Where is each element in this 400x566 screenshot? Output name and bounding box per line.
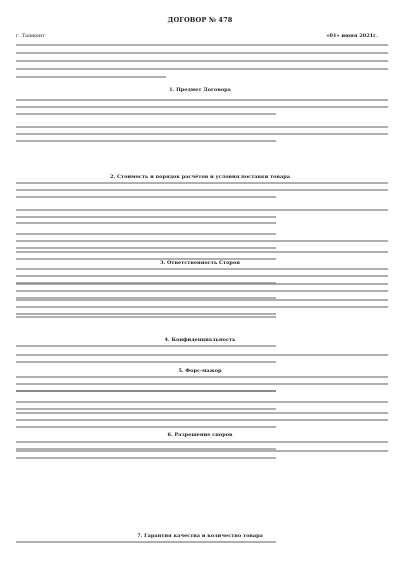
- text-line: [16, 408, 276, 410]
- text-line: [16, 345, 276, 347]
- text-line: [16, 68, 388, 70]
- text-line: [16, 222, 276, 224]
- section-heading: 1. Предмет Договора: [169, 87, 231, 93]
- text-line: [16, 233, 276, 235]
- text-line: [16, 426, 276, 428]
- text-line: [16, 313, 276, 315]
- document-title: ДОГОВОР № 478: [167, 16, 233, 24]
- text-line: [16, 306, 388, 308]
- text-line: [16, 216, 276, 218]
- text-line: [16, 44, 388, 46]
- text-line: [16, 251, 388, 253]
- text-line: [16, 316, 276, 318]
- text-line: [16, 76, 166, 78]
- text-line: [16, 441, 388, 443]
- text-line: [16, 401, 388, 403]
- text-line: [16, 354, 388, 356]
- text-line: [16, 99, 388, 101]
- section-heading: 4. Конфиденциальность: [164, 337, 236, 343]
- document-date: «01» июня 2021г.: [326, 33, 378, 39]
- text-line: [16, 290, 388, 292]
- text-line: [16, 189, 388, 191]
- text-line: [16, 140, 276, 142]
- text-line: [16, 113, 276, 115]
- text-line: [16, 106, 388, 108]
- text-line: [16, 182, 388, 184]
- text-line: [16, 383, 388, 385]
- text-line: [16, 419, 388, 421]
- section-heading: 6. Разрешение споров: [167, 432, 233, 438]
- section-heading: 2. Стоимость и порядок расчётов и условия поставки товара: [110, 174, 290, 180]
- text-line: [16, 133, 388, 135]
- text-line: [16, 450, 388, 452]
- text-line: [16, 412, 388, 414]
- text-line: [16, 390, 276, 392]
- text-line: [16, 361, 276, 363]
- text-line: [16, 541, 276, 543]
- text-line: [16, 299, 388, 301]
- section-heading: 7. Гарантия качества и количество товара: [137, 533, 263, 539]
- text-line: [16, 283, 388, 285]
- text-line: [16, 457, 276, 459]
- text-line: [16, 247, 276, 249]
- section-heading: 3. Ответственность Сторон: [160, 260, 240, 266]
- text-line: [16, 60, 388, 62]
- text-line: [16, 376, 388, 378]
- text-line: [16, 126, 388, 128]
- text-line: [16, 196, 276, 198]
- text-line: [16, 52, 388, 54]
- text-line: [16, 275, 388, 277]
- section-heading: 5. Форс-мажор: [178, 368, 222, 374]
- text-line: [16, 268, 388, 270]
- text-line: [16, 240, 388, 242]
- document-city: г. Ташкент: [16, 33, 45, 39]
- text-line: [16, 209, 388, 211]
